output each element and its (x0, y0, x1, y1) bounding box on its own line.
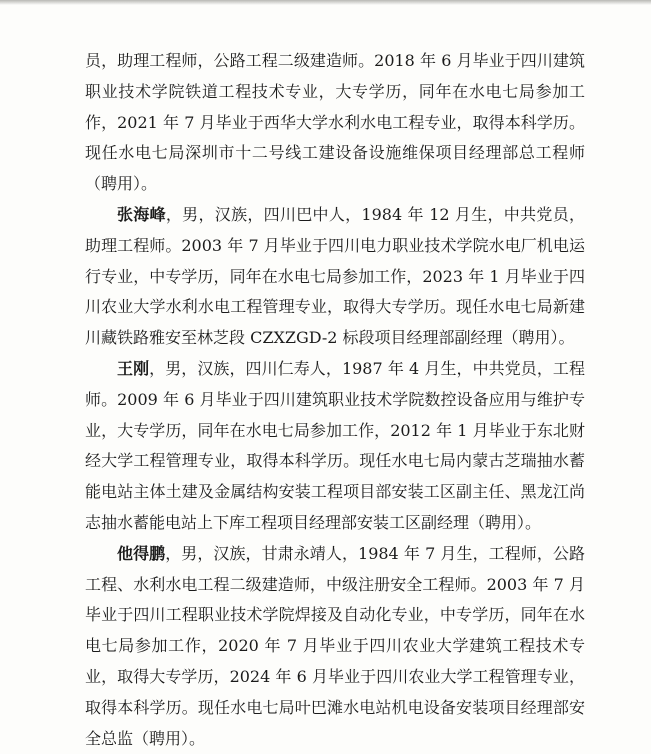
paragraph-zhang-haifeng (85, 200, 585, 354)
paragraph-ta-depeng (85, 539, 585, 754)
person-name: 他得鹏 (117, 543, 166, 563)
paragraph-text: ，男，汉族，甘肃永靖人，1984 年 7 月生，工程师，公路工程、水利水电工程二级建造师，中级注册安全工程师。2003 年 7 月毕业于四川工程职业技术学院焊接及自动化专业，中专学历，同年在水电七局参加工作，2020 年 7 月毕业于四川农业大学建筑工程技术专业，取得大专学历，2024 年 6 月毕业于四川农业大学工程管理专业，取得本科学历。现任水电七局叶巴滩水电站机电设备安装项目经理部安全总监（聘用）。 (85, 543, 585, 748)
scan-top-edge (0, 0, 651, 5)
person-name: 王刚 (117, 358, 150, 378)
paragraph-text: 员，助理工程师，公路工程二级建造师。2018 年 6 月毕业于四川建筑职业技术学院铁道工程技术专业，大专学历，同年在水电七局参加工作，2021 年 7 月毕业于西华大学水利水电工程专业，取得本科学历。现任水电七局深圳市十二号线工建设备设施维保项目经理部总工程师（聘用）。 (85, 51, 585, 194)
document-body (85, 46, 585, 754)
person-name: 张海峰 (117, 204, 166, 224)
paragraph-text: ，男，汉族，四川仁寿人，1987 年 4 月生，中共党员，工程师。2009 年 6 月毕业于四川建筑职业技术学院数控设备应用与维护专业，大专学历，同年在水电七局参加工作，2012 年 1 月毕业于东北财经大学工程管理专业，取得本科学历。现任水电七局内蒙古芝瑞抽水蓄能电站主体土建及金属结构安装工程项目部安装工区副主任、黑龙江尚志抽水蓄能电站上下库工程项目经理部安装工区副经理（聘用）。 (85, 358, 585, 532)
paragraph-text: ，男，汉族，四川巴中人，1984 年 12 月生，中共党员，助理工程师。2003 年 7 月毕业于四川电力职业技术学院水电厂机电运行专业，中专学历，同年在水电七局参加工作，2023 年 1 月毕业于四川农业大学水利水电工程管理专业，取得大专学历。现任水电七局新建川藏铁路雅安至林芝段 CZXZGD-2 标段项目经理部副经理（聘用）。 (85, 204, 585, 348)
paragraph-continuation (85, 46, 585, 200)
paragraph-wang-gang (85, 354, 585, 539)
